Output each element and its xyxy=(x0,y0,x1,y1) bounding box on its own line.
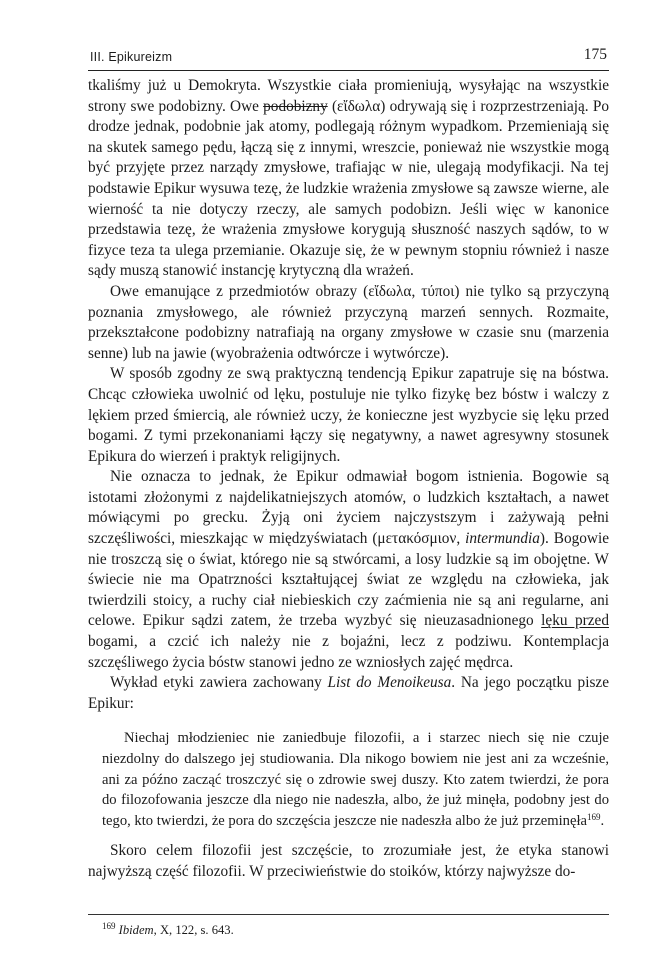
paragraph-gods-existence xyxy=(88,467,609,673)
underlined-phrase: lęku przed xyxy=(541,612,609,630)
footnote-marker: 169 xyxy=(102,921,116,931)
text-run: Nie oznacza to jednak, że Epikur odmawiał bogom istnienia. Bogowie są istotami złożonymi z najdelikatniejszych atomów, o ludzkich kształtach, a nawet mówiącymi po grecku. Żyją oni życiem najczystszym i zażywają pełni szczęśliwości, mieszkając w międzyświatach (μετακόσμιον, xyxy=(88,468,609,548)
quote-paragraph xyxy=(102,728,609,831)
block-quote xyxy=(88,728,609,831)
footnote xyxy=(102,922,602,939)
quote-text: Niechaj młodzieniec nie zaniedbuje filozofii, a i starzec niech się nie czuje niezdolny do dalszego jej studiowania. Dla nikogo bowiem nie jest ani za wcześnie, ani za późno zacząć troszczyć się o zdrowie swej duszy. Kto zatem twierdzi, że pora do filozofowania jeszcze dla niego nie nadeszła, albo, że już minęła, podobny jest do tego, kto twierdzi, że pora do szczęścia jeszcze nie nadeszła albo że już przeminęła xyxy=(102,730,609,829)
footnote-reference[interactable]: 169 xyxy=(587,811,601,822)
italic-title: List do Menoikeusa xyxy=(327,674,452,692)
text-run: (εἴδωλα) odrywają się i rozprzestrzeniają. Po drodze jednak, podobnie jak atomy, podlegają różnym wypadkom. Przemieniają się na skutek samego pędu, łączą się z innymi, wreszcie, ponieważ nie wszystkie mogą być przyjęte przez narządy zmysłowe, trafiając w nie, ulegają modyfikacji. Na tej podstawie Epikur wysuwa tezę, że ludzkie wrażenia zmysłowe są zawsze wierne, ale wierność ta nie dotyczy rzeczy, ale samych podobizn. Jeśli więc w kanonice przedstawia tezę, że wrażenia zmysłowe korygują słuszność naszych sądów, to w fizyce teza ta ulega przemianie. Okazuje się, że w pewnym stopniu również i nasze sądy muszą stanowić instancję krytyczną dla wrażeń. xyxy=(88,97,609,280)
text-run: bogami, a czcić ich należy nie z bojaźni, lecz z podziwu. Kontemplacja szczęśliwego życia bóstw stanowi jedno ze wzniosłych zajęć mędrca. xyxy=(88,633,609,671)
text-run: . Na jego początku pisze Epikur: xyxy=(88,674,609,712)
struck-word: podobizny xyxy=(263,97,328,115)
italic-term: intermundia xyxy=(465,530,540,548)
text-run: Wykład etyki zawiera zachowany xyxy=(110,674,328,692)
paragraph-happiness: Skoro celem filozofii jest szczęście, to zrozumiałe jest, że etyka stanowi najwyższą część filozofii. W przeciwieństwie do stoików, którzy najwyższe do- xyxy=(88,842,609,880)
text-run: tkaliśmy już u Demokryta. Wszystkie ciała promieniują, wysyłając na wszystkie strony swe podobizny. Owe xyxy=(88,77,609,115)
paragraph-continued xyxy=(88,76,609,282)
footnote-divider xyxy=(88,914,609,915)
body-text xyxy=(88,76,609,883)
text-run: ). Bogowie nie troszczą się o świat, którego nie są stwórcami, a losy ludzkie są im obojętne. W świecie nie ma Opatrzności kształtującej świat ze względu na człowieka, jak twierdzili stoicy, a ruchy ciał niebieskich czy zaćmienia nie są ani regularne, ani celowe. Epikur sądzi zatem, że trzeba wyzbyć się nieuzasadnionego xyxy=(88,530,609,630)
page-header xyxy=(88,44,609,71)
paragraph-eidola: Owe emanujące z przedmiotów obrazy (εἴδωλα, τύποι) nie tylko są przyczyną poznania zmysłowego, ale również przyczyną marzeń sennych. Rozmaite, przekształcone podobizny natrafiają na organy zmysłowe w czasie snu (marzenia senne) lub na jawie (wyobrażenia odtwórcze i wytwórcze). xyxy=(88,282,609,362)
page-number: 175 xyxy=(583,46,607,63)
quote-end: . xyxy=(600,812,605,829)
footnote-citation: , X, 122, s. 643. xyxy=(153,923,234,937)
paragraph-ethics-intro xyxy=(88,673,609,714)
paragraph-deities: W sposób zgodny ze swą praktyczną tendencją Epikur zapatruje się na bóstwa. Chcąc człowieka uwolnić od lęku, postuluje nie tylko fizykę bez bóstw i walczy z lękiem przed śmiercią, ale również uczy, że konieczne jest wyzbycie się lęku przed bogami. Z tymi przekonaniami łączy się negatywny, a nawet agresywny stosunek Epikura do wierzeń i praktyk religijnych. xyxy=(88,365,609,465)
footnote-source: Ibidem xyxy=(118,923,154,937)
running-head: III. Epikureizm xyxy=(90,50,173,64)
